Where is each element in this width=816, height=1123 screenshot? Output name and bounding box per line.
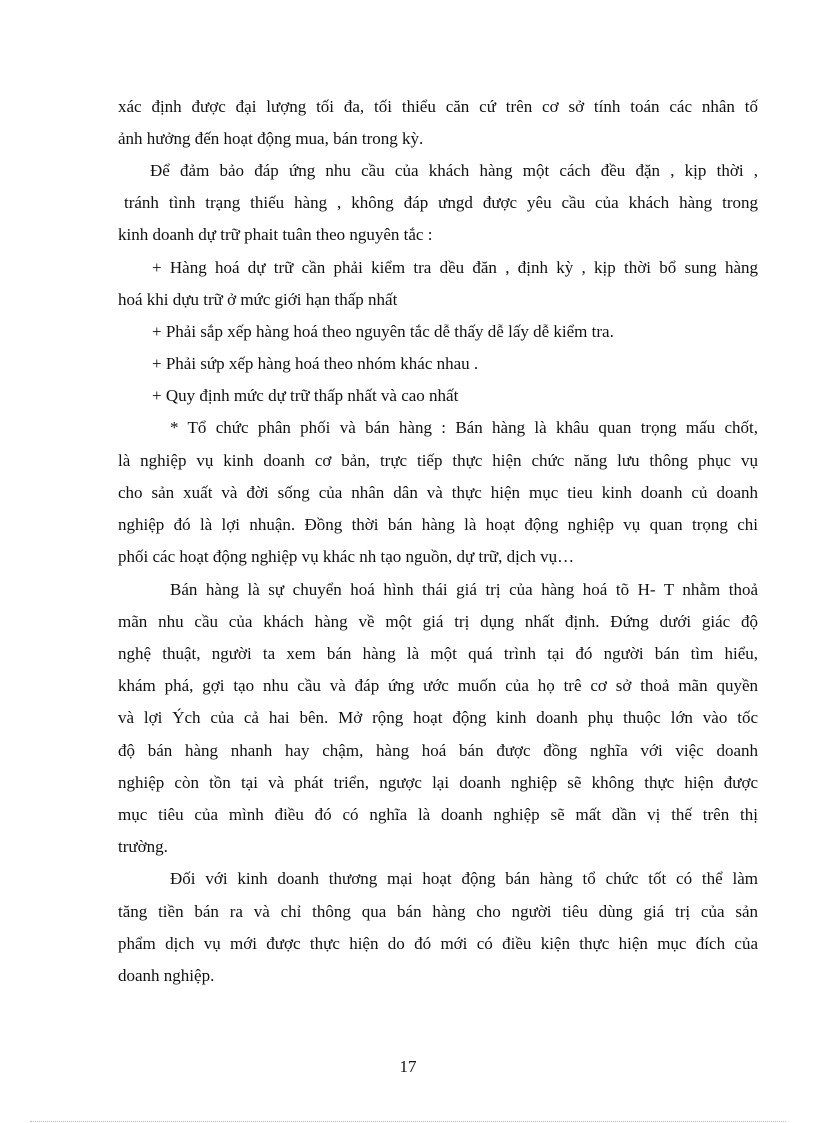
text-line: trường. — [118, 837, 168, 856]
text-line: khám phá, gợi tạo nhu cầu và đáp ứng ước muốn của họ trê cơ sở thoả mãn quyền — [118, 676, 758, 695]
text-line: độ bán hàng nhanh hay chậm, hàng hoá bán được đồng nghĩa với việc doanh — [118, 741, 758, 760]
text-line: * Tổ chức phân phối và bán hàng : Bán hàng là khâu quan trọng mấu chốt, — [170, 418, 758, 437]
text-line: Để đảm bảo đáp ứng nhu cầu của khách hàng một cách đều đặn , kịp thời , — [150, 161, 758, 180]
text-line: và lợi Ých của cả hai bên. Mở rộng hoạt động kinh doanh phụ thuộc lớn vào tốc — [118, 708, 758, 727]
text-line: + Quy định mức dự trữ thấp nhất và cao nhất — [152, 386, 459, 405]
text-line: cho sản xuất và đời sống của nhân dân và thực hiện mục tieu kinh doanh củ doanh — [118, 483, 758, 502]
text-line: doanh nghiệp. — [118, 966, 215, 985]
text-line: tránh tình trạng thiếu hàng , không đáp ưngd được yêu cầu của khách hàng trong — [124, 193, 758, 212]
page-bottom-divider — [30, 1121, 786, 1122]
text-line: nghiệp còn tồn tại và phát triển, ngược lại doanh nghiệp sẽ không thực hiện được — [118, 773, 758, 792]
text-line: mục tiêu của mình điều đó có nghĩa là doanh nghiệp sẽ mất dần vị thế trên thị — [118, 805, 758, 824]
text-line: mãn nhu cầu của khách hàng về một giá trị dụng nhất định. Đứng dưới giác độ — [118, 612, 758, 631]
text-line: + Hàng hoá dự trữ cần phải kiểm tra dều đăn , định kỳ , kịp thời bổ sung hàng — [152, 258, 758, 277]
page-number: 17 — [399, 1057, 417, 1076]
text-line: phẩm dịch vụ mới được thực hiện do đó mới có điều kiện thực hiện mục đích của — [118, 934, 758, 953]
text-line: Đối với kinh doanh thương mại hoạt động bán hàng tổ chức tốt có thể làm — [170, 869, 758, 888]
text-line: xác định được đại lượng tối đa, tối thiểu căn cứ trên cơ sở tính toán các nhân tố — [118, 97, 758, 116]
text-line: + Phải sứp xếp hàng hoá theo nhóm khác nhau . — [152, 354, 479, 373]
text-line: tăng tiền bán ra và chỉ thông qua bán hàng cho người tiêu dùng giá trị của sản — [118, 902, 758, 921]
text-line: hoá khi dựu trữ ở mức giới hạn thấp nhất — [118, 290, 398, 309]
text-line: Bán hàng là sự chuyển hoá hình thái giá trị của hàng hoá tõ H- T nhằm thoả — [170, 580, 758, 599]
text-line: kinh doanh dự trữ phait tuân theo nguyên tắc : — [118, 225, 433, 244]
text-line: nghệ thuật, người ta xem bán hàng là một quá trình tại đó người bán tìm hiểu, — [118, 644, 758, 663]
text-line: ảnh hưởng đến hoạt động mua, bán trong kỳ. — [118, 129, 424, 148]
text-line: + Phải sắp xếp hàng hoá theo nguyên tắc dễ thấy dễ lấy dễ kiểm tra. — [152, 322, 614, 341]
text-line: phối các hoạt động nghiệp vụ khác nh tạo nguồn, dự trữ, dịch vụ… — [118, 547, 575, 566]
text-line: là nghiệp vụ kinh doanh cơ bản, trực tiếp thực hiện chức năng lưu thông phục vụ — [118, 451, 758, 470]
text-line: nghiệp đó là lợi nhuận. Đồng thời bán hàng là hoạt động nghiệp vụ quan trọng chi — [118, 515, 758, 534]
